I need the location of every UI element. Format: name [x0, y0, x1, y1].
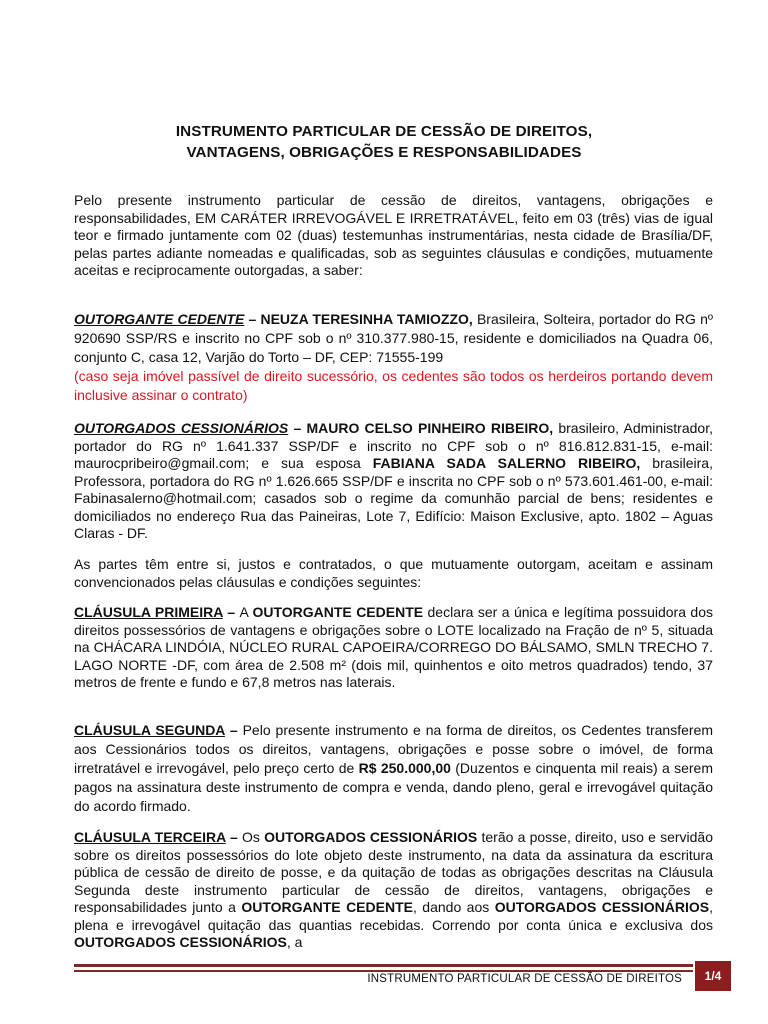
clausula-terceira: [74, 829, 713, 952]
preamble-paragraph: Pelo presente instrumento particular de cessão de direitos, vantagens, obrigações e responsabilidades, EM CARÁTER IRREVOGÁVEL E IRRETRATÁVEL, feito em 03 (três) vias de igual teor e firmado juntamente com 02 (duas) testemunhas instrumentárias, nesta cidade de Brasília/DF, pelas partes adiante nomeadas e qualificadas, sob as seguintes cláusulas e condições, mutuamente aceitas e reciprocamente outorgadas, a saber:: [74, 192, 713, 278]
clausula-terceira-party-4: OUTORGADOS CESSIONÁRIOS: [74, 934, 287, 950]
cessionario-details-2: brasileira, Professora, portadora do RG nº 1.626.665 SSP/DF e inscrita no CPF sob o nº 573.601.461-00, e-mail: Fabinasalerno@hotmail.com; casados sob o regime da comunhão parcial de bens; residentes e domiciliados no endereço Rua das Paineiras, Lote 7, Edifício: Maison Exclusive, apto. 1802 – Aguas Claras - DF.: [74, 455, 713, 541]
cedente-details: Brasileira, Solteira, portador do RG nº 920690 SSP/RS e inscrito no CPF sob o nº 310.377.980-15, residente e domiciliados na Quadra 06, conjunto C, casa 12, Varjão do Torto – DF, CEP: 71555-199: [74, 311, 713, 365]
clausula-primeira-text: A: [239, 604, 253, 620]
clausula-terceira-label: CLÁUSULA TERCEIRA: [74, 829, 226, 845]
cessionarios-dash: –: [288, 420, 307, 436]
partes-paragraph: As partes têm entre si, justos e contratados, o que mutuamente outorgam, aceitam e assinam convencionados pelas cláusulas e condições seguintes:: [74, 556, 713, 590]
cedente-label: OUTORGANTE CEDENTE: [74, 311, 245, 327]
clausula-segunda-text: Pelo presente instrumento e na forma de direitos, os Cedentes transferem aos Cessionários todos os direitos, vantagens, obrigações e posse sobre o imóvel, de forma irretratável e irrevogável, pelo preço certo de: [74, 722, 713, 776]
clausula-segunda-body: (Duzentos e cinquenta mil reais) a serem pagos na assinatura deste instrumento de compra e venda, dando pleno, geral e irrevogável quitação do acordo firmado.: [74, 760, 713, 814]
cessionarios-label: OUTORGADOS CESSIONÁRIOS: [74, 420, 289, 436]
cedente-note: (caso seja imóvel passível de direito sucessório, os cedentes são todos os herdeiros portando devem inclusive assinar o contrato): [74, 368, 713, 403]
cedente-paragraph: [74, 310, 713, 405]
clausula-primeira-label: CLÁUSULA PRIMEIRA: [74, 604, 223, 620]
clausula-terceira-text-5: , a: [286, 934, 303, 950]
clausula-terceira-text-1: Os: [241, 829, 265, 845]
clausula-primeira-dash: –: [222, 604, 240, 620]
clausula-segunda-dash: –: [224, 722, 243, 738]
cessionarios-paragraph: [74, 420, 713, 543]
clausula-segunda-price: R$ 250.000,00: [358, 760, 451, 776]
cessionario-name-1: MAURO CELSO PINHEIRO RIBEIRO,: [306, 420, 554, 436]
clausula-terceira-dash: –: [225, 829, 242, 845]
clausula-segunda: [74, 721, 713, 816]
clausula-terceira-party-3: OUTORGADOS CESSIONÁRIOS: [494, 899, 710, 915]
footer-divider-thin: [74, 970, 693, 972]
cedente-name: NEUZA TERESINHA TAMIOZZO,: [260, 311, 473, 327]
clausula-terceira-party-2: OUTORGANTE CEDENTE: [241, 899, 413, 915]
cessionario-name-2: FABIANA SADA SALERNO RIBEIRO,: [372, 455, 641, 471]
clausula-primeira-party: OUTORGANTE CEDENTE: [252, 604, 424, 620]
document-title: [0, 121, 768, 163]
clausula-terceira-text-3: , dando aos: [412, 899, 495, 915]
title-line-1: INSTRUMENTO PARTICULAR DE CESSÃO DE DIREITOS,: [175, 123, 593, 140]
footer-title: INSTRUMENTO PARTICULAR DE CESSÃO DE DIREITOS: [367, 973, 682, 985]
clausula-terceira-party-1: OUTORGADOS CESSIONÁRIOS: [264, 829, 478, 845]
cessionario-details-1: brasileiro, Administrador, portador do RG nº 1.641.337 SSP/DF e inscrito no CPF sob o nº 816.812.831-15, e-mail: maurocpribeiro@gmail.com; e sua esposa: [74, 420, 713, 471]
clausula-segunda-label: CLÁUSULA SEGUNDA: [74, 722, 225, 738]
clausula-primeira-body: declara ser a única e legítima possuidora dos direitos possessórios de vantagens e obrigações sobre o LOTE localizado na Fração de nº 5, situada na CHÁCARA LINDÓIA, NÚCLEO RURAL CAPOEIRA/CORREGO DO BÁLSAMO, SMLN TRECHO 7. LAGO NORTE -DF, com área de 2.508 m² (dois mil, quinhentos e oito metros quadrados) tendo, 37 metros de frente e fundo e 67,8 metros nas laterais.: [74, 604, 713, 690]
page-number-badge: 1/4: [695, 961, 731, 991]
footer-divider-thick: [74, 964, 693, 967]
clausula-primeira: [74, 604, 713, 692]
clausula-terceira-text-4: , plena e irrevogável quitação das quantias recebidas. Correndo por conta única e exclusiva dos: [74, 899, 714, 933]
footer-divider: [74, 964, 693, 972]
title-line-2: VANTAGENS, OBRIGAÇÕES E RESPONSABILIDADES: [186, 144, 582, 161]
clausula-terceira-text-2: terão a posse, direito, uso e servidão sobre os direitos possessórios do lote objeto deste instrumento, na data da assinatura da escritura pública de cessão de direito de posse, e da quitação de todas as obrigações descritas na Cláusula Segunda deste instrumento particular de cessão de direitos, vantagens, obrigações e responsabilidades junto a: [74, 829, 713, 915]
cedente-dash: –: [244, 311, 261, 327]
